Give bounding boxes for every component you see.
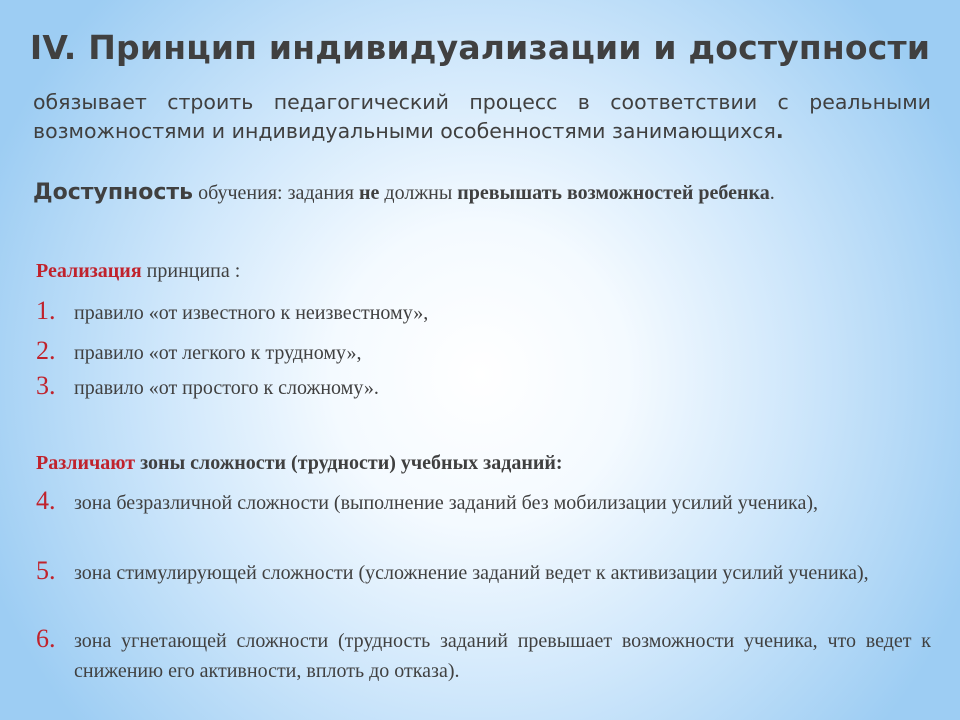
accessibility-bold-exceed: превышать возможностей ребенка xyxy=(457,182,770,204)
zones-label-rest: зоны сложности (трудности) учебных заданий: xyxy=(135,452,563,474)
intro-paragraph xyxy=(33,88,931,146)
list-item-text: правило «от известного к неизвестному», xyxy=(74,302,429,324)
list-item-number: 2. xyxy=(36,336,56,365)
list-item xyxy=(36,371,931,403)
list-item-text: правило «от легкого к трудному», xyxy=(74,342,362,364)
list-item-number: 5. xyxy=(36,556,56,585)
accessibility-lead: Доступность xyxy=(33,180,194,205)
implementation-label-rest: принципа : xyxy=(141,260,241,282)
list-item-text: зона стимулирующей сложности (усложнение заданий ведет к активизации усилий ученика), xyxy=(74,562,869,584)
list-item xyxy=(36,336,931,368)
accessibility-end: . xyxy=(769,182,775,204)
zones-heading xyxy=(36,452,563,475)
list-item xyxy=(36,486,931,518)
list-item-number: 6. xyxy=(36,624,56,653)
list-item-text: зона безразличной сложности (выполнение заданий без мобилизации усилий ученика), xyxy=(74,492,818,514)
list-item xyxy=(36,296,931,328)
list-item xyxy=(36,556,931,588)
intro-end: . xyxy=(775,119,784,143)
accessibility-part2: должны xyxy=(379,182,458,204)
zones-label-red: Различают xyxy=(36,452,136,474)
accessibility-part1: обучения: задания xyxy=(193,182,360,204)
accessibility-line xyxy=(33,180,938,205)
list-item-number: 3. xyxy=(36,371,56,400)
list-item-number: 1. xyxy=(36,296,56,325)
list-item-text: зона угнетающей сложности (трудность заданий превышает возможности ученика, что ведет к снижению его активности, вплоть до отказа). xyxy=(74,630,931,682)
intro-text: обязывает строить педагогический процесс в соответствии с реальными возможностями и индивидуальными особенностями занимающихся xyxy=(33,90,931,143)
list-item-number: 4. xyxy=(36,486,56,515)
slide-title: IV. Принцип индивидуализации и доступности xyxy=(29,28,931,67)
implementation-heading xyxy=(36,260,240,283)
accessibility-bold-not: не xyxy=(359,182,380,204)
list-item xyxy=(36,624,931,686)
list-item-text: правило «от простого к сложному». xyxy=(74,377,379,399)
implementation-label-red: Реализация xyxy=(36,260,142,282)
